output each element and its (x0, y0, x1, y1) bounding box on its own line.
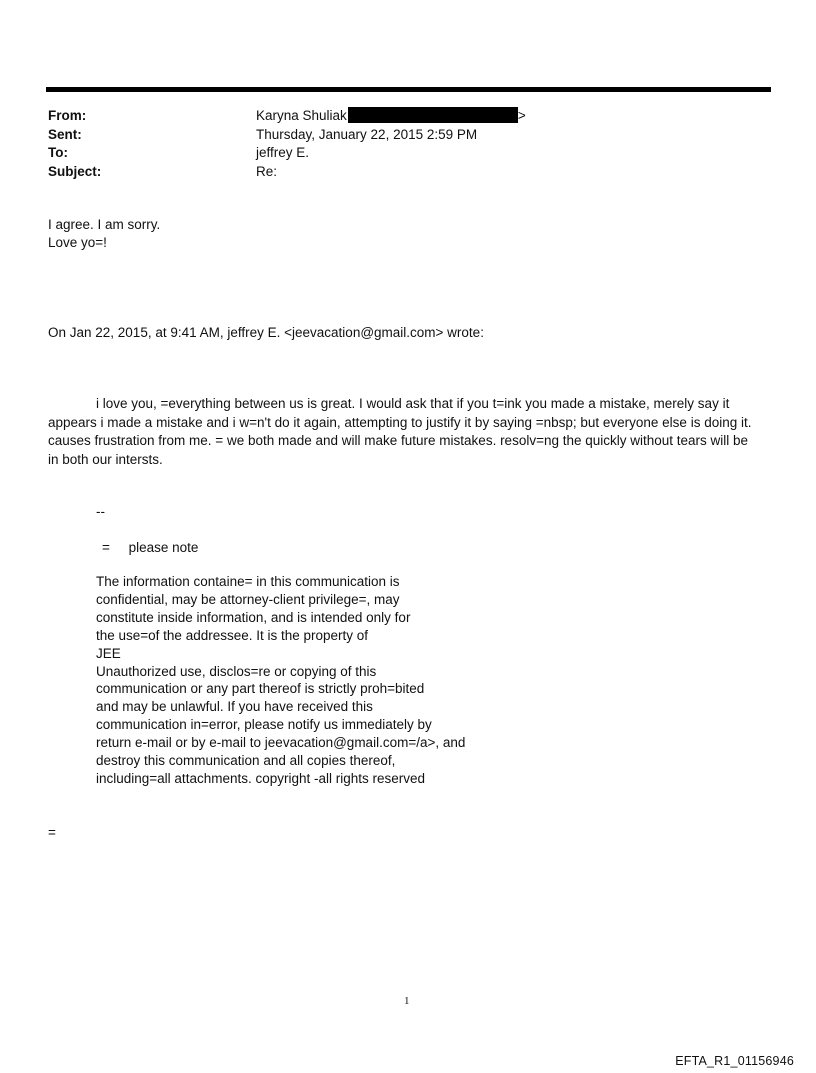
subject-label: Subject: (48, 163, 102, 179)
to-value: jeffrey E. (256, 145, 310, 160)
reply-line-2: Love yo=! (48, 235, 107, 250)
signature-note: = please note (102, 540, 199, 555)
disclaimer-line: communication or any part thereof is strictly proh=bited (96, 681, 425, 697)
quote-line: causes frustration from me. = we both made and will make future mistakes. resolv=ng the quickly without tears will be (48, 433, 749, 448)
disclaimer-line: The information containe= in this communication is (96, 574, 400, 589)
sent-value: Thursday, January 22, 2015 2:59 PM (256, 126, 478, 142)
disclaimer-line: including=all attachments. copyright -all rights reserved (96, 770, 426, 786)
quote-line: i love you, =everything between us is great. I would ask that if you t=ink you made a mistake, merely say it (96, 396, 730, 411)
from-value (256, 107, 526, 126)
top-rule (46, 87, 771, 92)
disclaimer-line: constitute inside information, and is intended only for (96, 609, 411, 625)
redaction-box (348, 107, 518, 123)
quoted-message (48, 395, 776, 469)
disclaimer-line: JEE (96, 645, 121, 661)
disclaimer-line: and may be unlawful. If you have received this (96, 699, 373, 715)
subject-row (48, 163, 748, 182)
disclaimer-line: destroy this communication and all copies thereof, (96, 753, 396, 769)
disclaimer-line: communication in=error, please notify us immediately by (96, 717, 432, 733)
trailing-char: = (48, 825, 56, 840)
to-row (48, 144, 748, 163)
from-suffix: > (517, 108, 526, 123)
subject-value: Re: (256, 163, 278, 179)
document-id: EFTA_R1_01156946 (675, 1054, 794, 1068)
quote-line: appears i made a mistake and i w=n't do it again, attempting to justify it by saying =nbsp; but everyone else is doing it. (48, 414, 752, 430)
disclaimer-line: return e-mail or by e-mail to jeevacation@gmail.com=/a>, and (96, 735, 466, 751)
sent-label: Sent: (48, 126, 82, 142)
disclaimer-line: the use=of the addressee. It is the property of (96, 627, 369, 643)
quote-line: in both our intersts. (48, 451, 163, 467)
disclaimer-line: Unauthorized use, disclos=re or copying of this (96, 663, 377, 679)
sent-row (48, 126, 748, 145)
from-row (48, 107, 748, 126)
disclaimer-line: confidential, may be attorney-client privilege=, may (96, 591, 400, 607)
quote-intro: On Jan 22, 2015, at 9:41 AM, jeffrey E. <jeevacation@gmail.com> wrote: (48, 325, 484, 340)
email-header (48, 107, 748, 181)
from-label: From: (48, 108, 87, 123)
page-number: 1 (404, 995, 410, 1007)
disclaimer (96, 573, 465, 788)
signature-dash: -- (96, 504, 105, 519)
sender-name: Karyna Shuliak (256, 108, 347, 123)
to-label: To: (48, 145, 68, 160)
reply-line-1: I agree. I am sorry. (48, 217, 161, 232)
